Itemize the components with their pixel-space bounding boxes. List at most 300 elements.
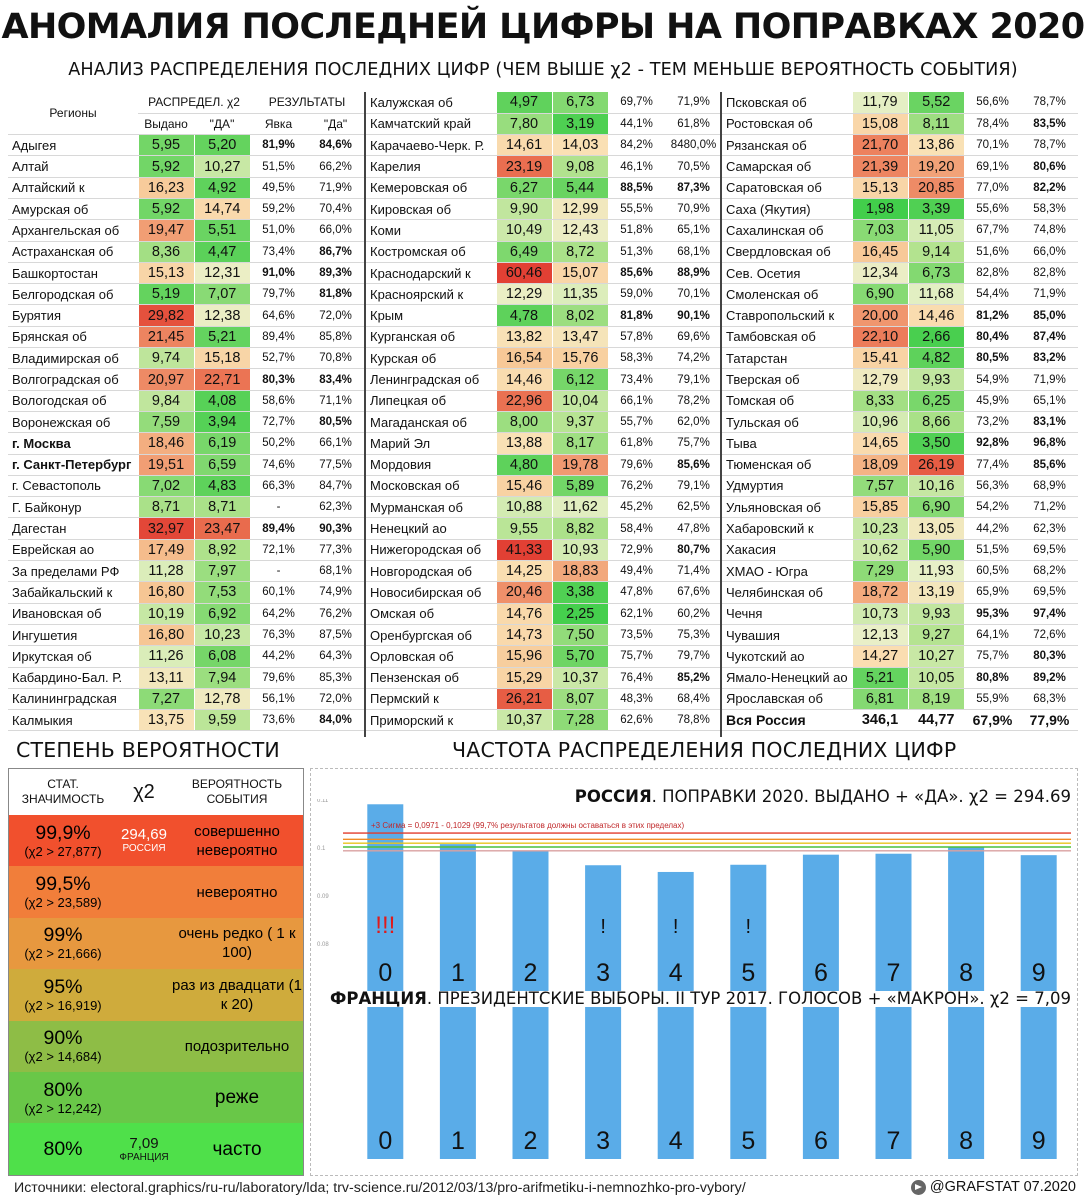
page-subtitle: АНАЛИЗ РАСПРЕДЕЛЕНИЯ ПОСЛЕДНИХ ЦИФР (ЧЕМ ВЫШЕ χ2 - ТЕМ МЕНЬШЕ ВЕРОЯТНОСТЬ СОБЫТИЯ)	[68, 60, 1018, 80]
chi-yes: 4,83	[194, 475, 250, 496]
table-row	[366, 411, 722, 432]
brand	[911, 1179, 1076, 1195]
chi-yes: 6,19	[194, 433, 250, 454]
table-row	[8, 539, 364, 560]
table-row	[366, 135, 722, 156]
chi-yes: 15,76	[552, 348, 608, 369]
yes-pct: 71,9%	[1021, 284, 1078, 305]
probability-row	[9, 918, 303, 969]
table-row	[8, 198, 364, 219]
region-name: Марий Эл	[366, 433, 496, 454]
table-row	[8, 348, 364, 369]
issued-header: Выдано	[138, 113, 194, 134]
turnout: 69,1%	[964, 156, 1021, 177]
brand-label: @GRAFSTAT 07.2020	[929, 1179, 1076, 1195]
table-row	[722, 156, 1078, 177]
yes-pct: 72,6%	[1021, 624, 1078, 645]
chi-yes: 8,07	[552, 688, 608, 709]
region-name: Г. Байконур	[8, 497, 138, 518]
chi-yes: 26,19	[908, 454, 964, 475]
table-row	[366, 113, 722, 134]
region-name: Тыва	[722, 433, 852, 454]
chi-issued: 5,92	[138, 156, 194, 177]
category-label: 4	[668, 959, 683, 987]
region-name: Удмуртия	[722, 475, 852, 496]
chi-issued: 15,13	[138, 262, 194, 283]
y-tick-label: 0.08	[317, 942, 329, 948]
yes-pct: 65,1%	[1021, 390, 1078, 411]
table-row	[366, 305, 722, 326]
turnout: 81,8%	[608, 305, 665, 326]
chi-yes: 6,25	[908, 390, 964, 411]
results-group-header: РЕЗУЛЬТАТЫ	[250, 92, 364, 113]
sig-pct: 80%	[43, 1078, 83, 1101]
turnout: 92,8%	[964, 433, 1021, 454]
turnout: 81,2%	[964, 305, 1021, 326]
table-row	[722, 624, 1078, 645]
table-row	[722, 198, 1078, 219]
table-row	[8, 220, 364, 241]
table-row	[366, 177, 722, 198]
turnout: -	[250, 561, 307, 582]
chi-issued: 14,65	[852, 433, 908, 454]
chi-yes: 14,74	[194, 198, 250, 219]
chi-yes: 11,62	[552, 497, 608, 518]
chi-yes: 2,25	[552, 603, 608, 624]
region-name: г. Севастополь	[8, 475, 138, 496]
chi-issued: 15,85	[852, 497, 908, 518]
region-name: Курганская об	[366, 326, 496, 347]
region-name: Башкортостан	[8, 262, 138, 283]
region-name: Челябинская об	[722, 582, 852, 603]
chi-yes: 5,44	[552, 177, 608, 198]
category-label: 8	[959, 959, 974, 987]
yes-pct: 89,3%	[307, 262, 364, 283]
yes-pct: 78,8%	[665, 710, 722, 731]
chi-issued: 15,96	[496, 646, 552, 667]
turnout: 60,5%	[964, 561, 1021, 582]
table-row	[722, 561, 1078, 582]
yes-pct: 85,2%	[665, 667, 722, 688]
yes-pct: 66,2%	[307, 156, 364, 177]
chi-issued: 10,23	[852, 518, 908, 539]
table-row	[722, 603, 1078, 624]
yes-pct: 80,6%	[1021, 156, 1078, 177]
total-turnout: 67,9%	[964, 710, 1021, 731]
category-label: 0	[378, 959, 393, 987]
probability-title: СТЕПЕНЬ ВЕРОЯТНОСТИ	[16, 738, 280, 762]
turnout: 61,8%	[608, 433, 665, 454]
table-row	[722, 454, 1078, 475]
yes-pct: 84,7%	[307, 475, 364, 496]
chi-yes: 7,50	[552, 624, 608, 645]
region-name: Карелия	[366, 156, 496, 177]
turnout: 55,6%	[964, 198, 1021, 219]
table-row	[366, 646, 722, 667]
region-name: Оренбургская об	[366, 624, 496, 645]
yes-pct: 83,4%	[307, 369, 364, 390]
chi-issued: 4,80	[496, 454, 552, 475]
chi-issued: 7,59	[138, 411, 194, 432]
turnout: 89,4%	[250, 326, 307, 347]
turnout: 50,2%	[250, 433, 307, 454]
turnout: 64,1%	[964, 624, 1021, 645]
region-name: Костромская об	[366, 241, 496, 262]
telegram-icon	[911, 1180, 926, 1195]
table-row	[8, 667, 364, 688]
table-row	[8, 646, 364, 667]
turnout: 45,2%	[608, 497, 665, 518]
table-row	[8, 411, 364, 432]
chi-yes: 3,39	[908, 198, 964, 219]
region-name: Алтайский к	[8, 177, 138, 198]
chi-yes: 5,90	[908, 539, 964, 560]
yes-pct: 78,7%	[1021, 92, 1078, 113]
table-row	[722, 241, 1078, 262]
region-name: Новосибирская об	[366, 582, 496, 603]
chi-yes: 9,14	[908, 241, 964, 262]
chi-issued: 19,47	[138, 220, 194, 241]
category-label: 6	[813, 1127, 828, 1155]
table-row	[366, 326, 722, 347]
chi-issued: 10,88	[496, 497, 552, 518]
category-label: 8	[959, 1127, 974, 1155]
table-row	[722, 518, 1078, 539]
chi-yes: 3,19	[552, 113, 608, 134]
event-label: подозрительно	[184, 1037, 290, 1055]
chi-issued: 29,82	[138, 305, 194, 326]
region-name: Кабардино-Бал. Р.	[8, 667, 138, 688]
chi-header: χ2	[133, 780, 155, 803]
table-row	[8, 710, 364, 731]
sig-chi: (χ2 > 27,877)	[24, 843, 102, 859]
regions-table-col-2	[366, 92, 720, 731]
yes-pct: 79,1%	[665, 369, 722, 390]
sig-chi: (χ2 > 14,684)	[24, 1049, 102, 1065]
sigma-label: +3 Сигма = 0,0971 - 0,1029 (99,7% результатов должны оставаться в этих пределах)	[371, 821, 685, 831]
event-cell	[171, 815, 303, 866]
chi-yes: 6,92	[194, 603, 250, 624]
chi-issued: 6,90	[852, 284, 908, 305]
turnout: 80,8%	[964, 667, 1021, 688]
chi-yes: 14,03	[552, 135, 608, 156]
chi-issued: 13,11	[138, 667, 194, 688]
region-name: Ставропольский к	[722, 305, 852, 326]
event-label: часто	[212, 1138, 262, 1160]
table-row	[722, 92, 1078, 113]
probability-row	[9, 1072, 303, 1123]
probability-row	[9, 815, 303, 866]
region-name: Калининградская	[8, 688, 138, 709]
table-row	[366, 369, 722, 390]
region-name: Мордовия	[366, 454, 496, 475]
region-name: Ненецкий ао	[366, 518, 496, 539]
category-label: 6	[813, 959, 828, 987]
chi-yes: 11,35	[552, 284, 608, 305]
chi-yes: 3,94	[194, 411, 250, 432]
chi-issued: 15,29	[496, 667, 552, 688]
chi-issued: 60,46	[496, 262, 552, 283]
region-name: Нижегородская об	[366, 539, 496, 560]
chi-issued: 11,28	[138, 561, 194, 582]
regions-table-col-3	[722, 92, 1078, 731]
mark-cell	[117, 1072, 171, 1123]
chi-issued: 14,46	[496, 369, 552, 390]
table-row	[366, 539, 722, 560]
table-row	[8, 156, 364, 177]
table-row	[366, 284, 722, 305]
turnout: 55,9%	[964, 688, 1021, 709]
region-name: Смоленская об	[722, 284, 852, 305]
chi-issued: 32,97	[138, 518, 194, 539]
region-name: Вологодская об	[8, 390, 138, 411]
chi-issued: 4,78	[496, 305, 552, 326]
turnout: 54,4%	[964, 284, 1021, 305]
chi-issued: 5,92	[138, 198, 194, 219]
chi-yes: 4,82	[908, 348, 964, 369]
regions-table-col-1	[8, 92, 364, 731]
region-name: Курская об	[366, 348, 496, 369]
table-row	[8, 582, 364, 603]
category-label: 0	[378, 1127, 393, 1155]
turnout: -	[250, 497, 307, 518]
table-row	[8, 518, 364, 539]
table-row	[8, 262, 364, 283]
chi-issued: 1,98	[852, 198, 908, 219]
chi-issued: 20,46	[496, 582, 552, 603]
chi-yes: 8,82	[552, 518, 608, 539]
turnout: 51,3%	[608, 241, 665, 262]
table-row	[8, 135, 364, 156]
table-row	[722, 539, 1078, 560]
region-name: Чувашия	[722, 624, 852, 645]
frequency-title: ЧАСТОТА РАСПРЕДЕЛЕНИЯ ПОСЛЕДНИХ ЦИФР	[452, 738, 957, 762]
region-name: Бурятия	[8, 305, 138, 326]
turnout: 59,2%	[250, 198, 307, 219]
region-name: Волгоградская об	[8, 369, 138, 390]
total-yes-pct: 77,9%	[1021, 710, 1078, 731]
chi-group-header: РАСПРЕДЕЛ. χ2	[138, 92, 250, 113]
table-row	[722, 284, 1078, 305]
table-row	[8, 326, 364, 347]
sig-cell	[9, 866, 117, 917]
chi-yes: 6,12	[552, 369, 608, 390]
yes-pct: 74,2%	[665, 348, 722, 369]
yes-pct: 89,2%	[1021, 667, 1078, 688]
turnout: 45,9%	[964, 390, 1021, 411]
table-row	[8, 177, 364, 198]
chi-issued: 17,49	[138, 539, 194, 560]
category-label: 1	[450, 1127, 465, 1155]
region-name: Ульяновская об	[722, 497, 852, 518]
sig-pct: 99%	[43, 924, 83, 947]
event-label: реже	[214, 1087, 260, 1109]
yes-pct: 68,4%	[665, 688, 722, 709]
region-name: Коми	[366, 220, 496, 241]
table-row	[366, 603, 722, 624]
region-name: Саратовская об	[722, 177, 852, 198]
table-row	[366, 582, 722, 603]
region-name: Воронежская об	[8, 411, 138, 432]
chi-issued: 18,09	[852, 454, 908, 475]
sig-pct: 80%	[43, 1138, 83, 1161]
chi-yes: 5,70	[552, 646, 608, 667]
yes-pct: 71,9%	[307, 177, 364, 198]
sig-pct: 99,9%	[35, 821, 91, 844]
region-name: Ленинградская об	[366, 369, 496, 390]
region-name: Сахалинская об	[722, 220, 852, 241]
chi-issued: 8,71	[138, 497, 194, 518]
chi-yes: 10,23	[194, 624, 250, 645]
event-label: раз из двадцати (1 к 20)	[172, 976, 302, 1013]
chi-issued: 13,82	[496, 326, 552, 347]
turnout: 64,2%	[250, 603, 307, 624]
chi-issued: 16,45	[852, 241, 908, 262]
sig-cell	[9, 815, 117, 866]
chi-issued: 14,27	[852, 646, 908, 667]
turnout: 84,2%	[608, 135, 665, 156]
sig-pct: 90%	[43, 1027, 83, 1050]
yes-pct: 78,7%	[1021, 135, 1078, 156]
table-row	[366, 475, 722, 496]
turnout: 73,4%	[608, 369, 665, 390]
region-name: Кировская об	[366, 198, 496, 219]
table-row	[366, 497, 722, 518]
yes-pct: 85,6%	[665, 454, 722, 475]
chi-yes: 12,78	[194, 688, 250, 709]
table-row	[8, 390, 364, 411]
table-row	[722, 433, 1078, 454]
turnout: 77,4%	[964, 454, 1021, 475]
yes-pct: 69,6%	[665, 326, 722, 347]
table-row	[366, 262, 722, 283]
region-name: Крым	[366, 305, 496, 326]
event-cell	[171, 1123, 303, 1174]
turnout: 76,4%	[608, 667, 665, 688]
chi-yes: 11,93	[908, 561, 964, 582]
region-name: Тюменская об	[722, 454, 852, 475]
yes-pct: 68,3%	[1021, 688, 1078, 709]
chi-yes: 19,20	[908, 156, 964, 177]
turnout: 80,5%	[964, 348, 1021, 369]
chi-yes: 6,08	[194, 646, 250, 667]
yes-pct: 62,3%	[307, 497, 364, 518]
chi-issued: 16,80	[138, 624, 194, 645]
probability-row	[9, 1021, 303, 1072]
turnout: 51,6%	[964, 241, 1021, 262]
table-row	[722, 135, 1078, 156]
table-row	[722, 390, 1078, 411]
turnout: 56,3%	[964, 475, 1021, 496]
region-name: Приморский к	[366, 710, 496, 731]
yes-pct: 71,1%	[307, 390, 364, 411]
chi-issued: 5,19	[138, 284, 194, 305]
yes-pct: 69,5%	[1021, 582, 1078, 603]
chi-issued: 12,34	[852, 262, 908, 283]
chi-issued: 9,90	[496, 198, 552, 219]
yes-pct: 86,7%	[307, 241, 364, 262]
yes-pct: 84,6%	[307, 135, 364, 156]
chi-yes: 3,50	[908, 433, 964, 454]
sig-cell	[9, 1021, 117, 1072]
region-name: Амурская об	[8, 198, 138, 219]
page-title: АНОМАЛИЯ ПОСЛЕДНЕЙ ЦИФРЫ НА ПОПРАВКАХ 2020	[1, 7, 1085, 47]
region-name: Краснодарский к	[366, 262, 496, 283]
region-name: Астраханская об	[8, 241, 138, 262]
yes-pct: 79,1%	[665, 475, 722, 496]
turnout: 78,4%	[964, 113, 1021, 134]
total-yes: 44,77	[908, 710, 964, 731]
yes-pct: 88,9%	[665, 262, 722, 283]
chi-issued: 9,74	[138, 348, 194, 369]
table-row	[8, 624, 364, 645]
region-name: Алтай	[8, 156, 138, 177]
turnout: 44,2%	[250, 646, 307, 667]
frequency-panel	[310, 768, 1078, 1176]
region-name: Омская об	[366, 603, 496, 624]
chi-yes: 4,08	[194, 390, 250, 411]
mark-label: ФРАНЦИЯ	[119, 1151, 169, 1163]
table-row	[366, 348, 722, 369]
event-header: ВЕРОЯТНОСТЬ СОБЫТИЯ	[191, 777, 283, 806]
table-row	[8, 433, 364, 454]
yes-pct: 70,8%	[307, 348, 364, 369]
yes-pct: 75,7%	[665, 433, 722, 454]
chi-yes: 13,47	[552, 326, 608, 347]
region-name: Еврейская ао	[8, 539, 138, 560]
sig-cell	[9, 918, 117, 969]
yes-pct: 80,5%	[307, 411, 364, 432]
turnout: 49,5%	[250, 177, 307, 198]
turnout: 51,5%	[250, 156, 307, 177]
yes-pct: 71,2%	[1021, 497, 1078, 518]
table-row	[8, 369, 364, 390]
category-label: 2	[523, 959, 538, 987]
category-label: 9	[1031, 959, 1046, 987]
turnout: 76,3%	[250, 624, 307, 645]
turnout: 72,9%	[608, 539, 665, 560]
region-name: Пермский к	[366, 688, 496, 709]
chi-yes: 20,85	[908, 177, 964, 198]
turnout: 59,0%	[608, 284, 665, 305]
table-row	[366, 220, 722, 241]
sig-cell	[9, 969, 117, 1020]
sig-cell	[9, 1123, 117, 1174]
mark-cell	[117, 866, 171, 917]
yes-pct: 76,2%	[307, 603, 364, 624]
region-name: г. Москва	[8, 433, 138, 454]
chi-yes: 7,53	[194, 582, 250, 603]
chi-yes: 18,83	[552, 561, 608, 582]
region-name: Ингушетия	[8, 624, 138, 645]
turnout: 73,6%	[250, 710, 307, 731]
turnout: 73,2%	[964, 411, 1021, 432]
yes-pct: 85,0%	[1021, 305, 1078, 326]
yes-pct: 83,5%	[1021, 113, 1078, 134]
turnout: 44,2%	[964, 518, 1021, 539]
region-name: Тамбовская об	[722, 326, 852, 347]
chi-issued: 18,46	[138, 433, 194, 454]
yes-pct: 80,3%	[1021, 646, 1078, 667]
regions-header: Регионы	[8, 92, 138, 135]
yes-pct: 66,1%	[307, 433, 364, 454]
yes-pct: 69,5%	[1021, 539, 1078, 560]
turnout-header: Явка	[250, 113, 307, 134]
turnout: 73,5%	[608, 624, 665, 645]
probability-row	[9, 969, 303, 1020]
yes-pct: 66,0%	[1021, 241, 1078, 262]
turnout: 79,6%	[250, 667, 307, 688]
